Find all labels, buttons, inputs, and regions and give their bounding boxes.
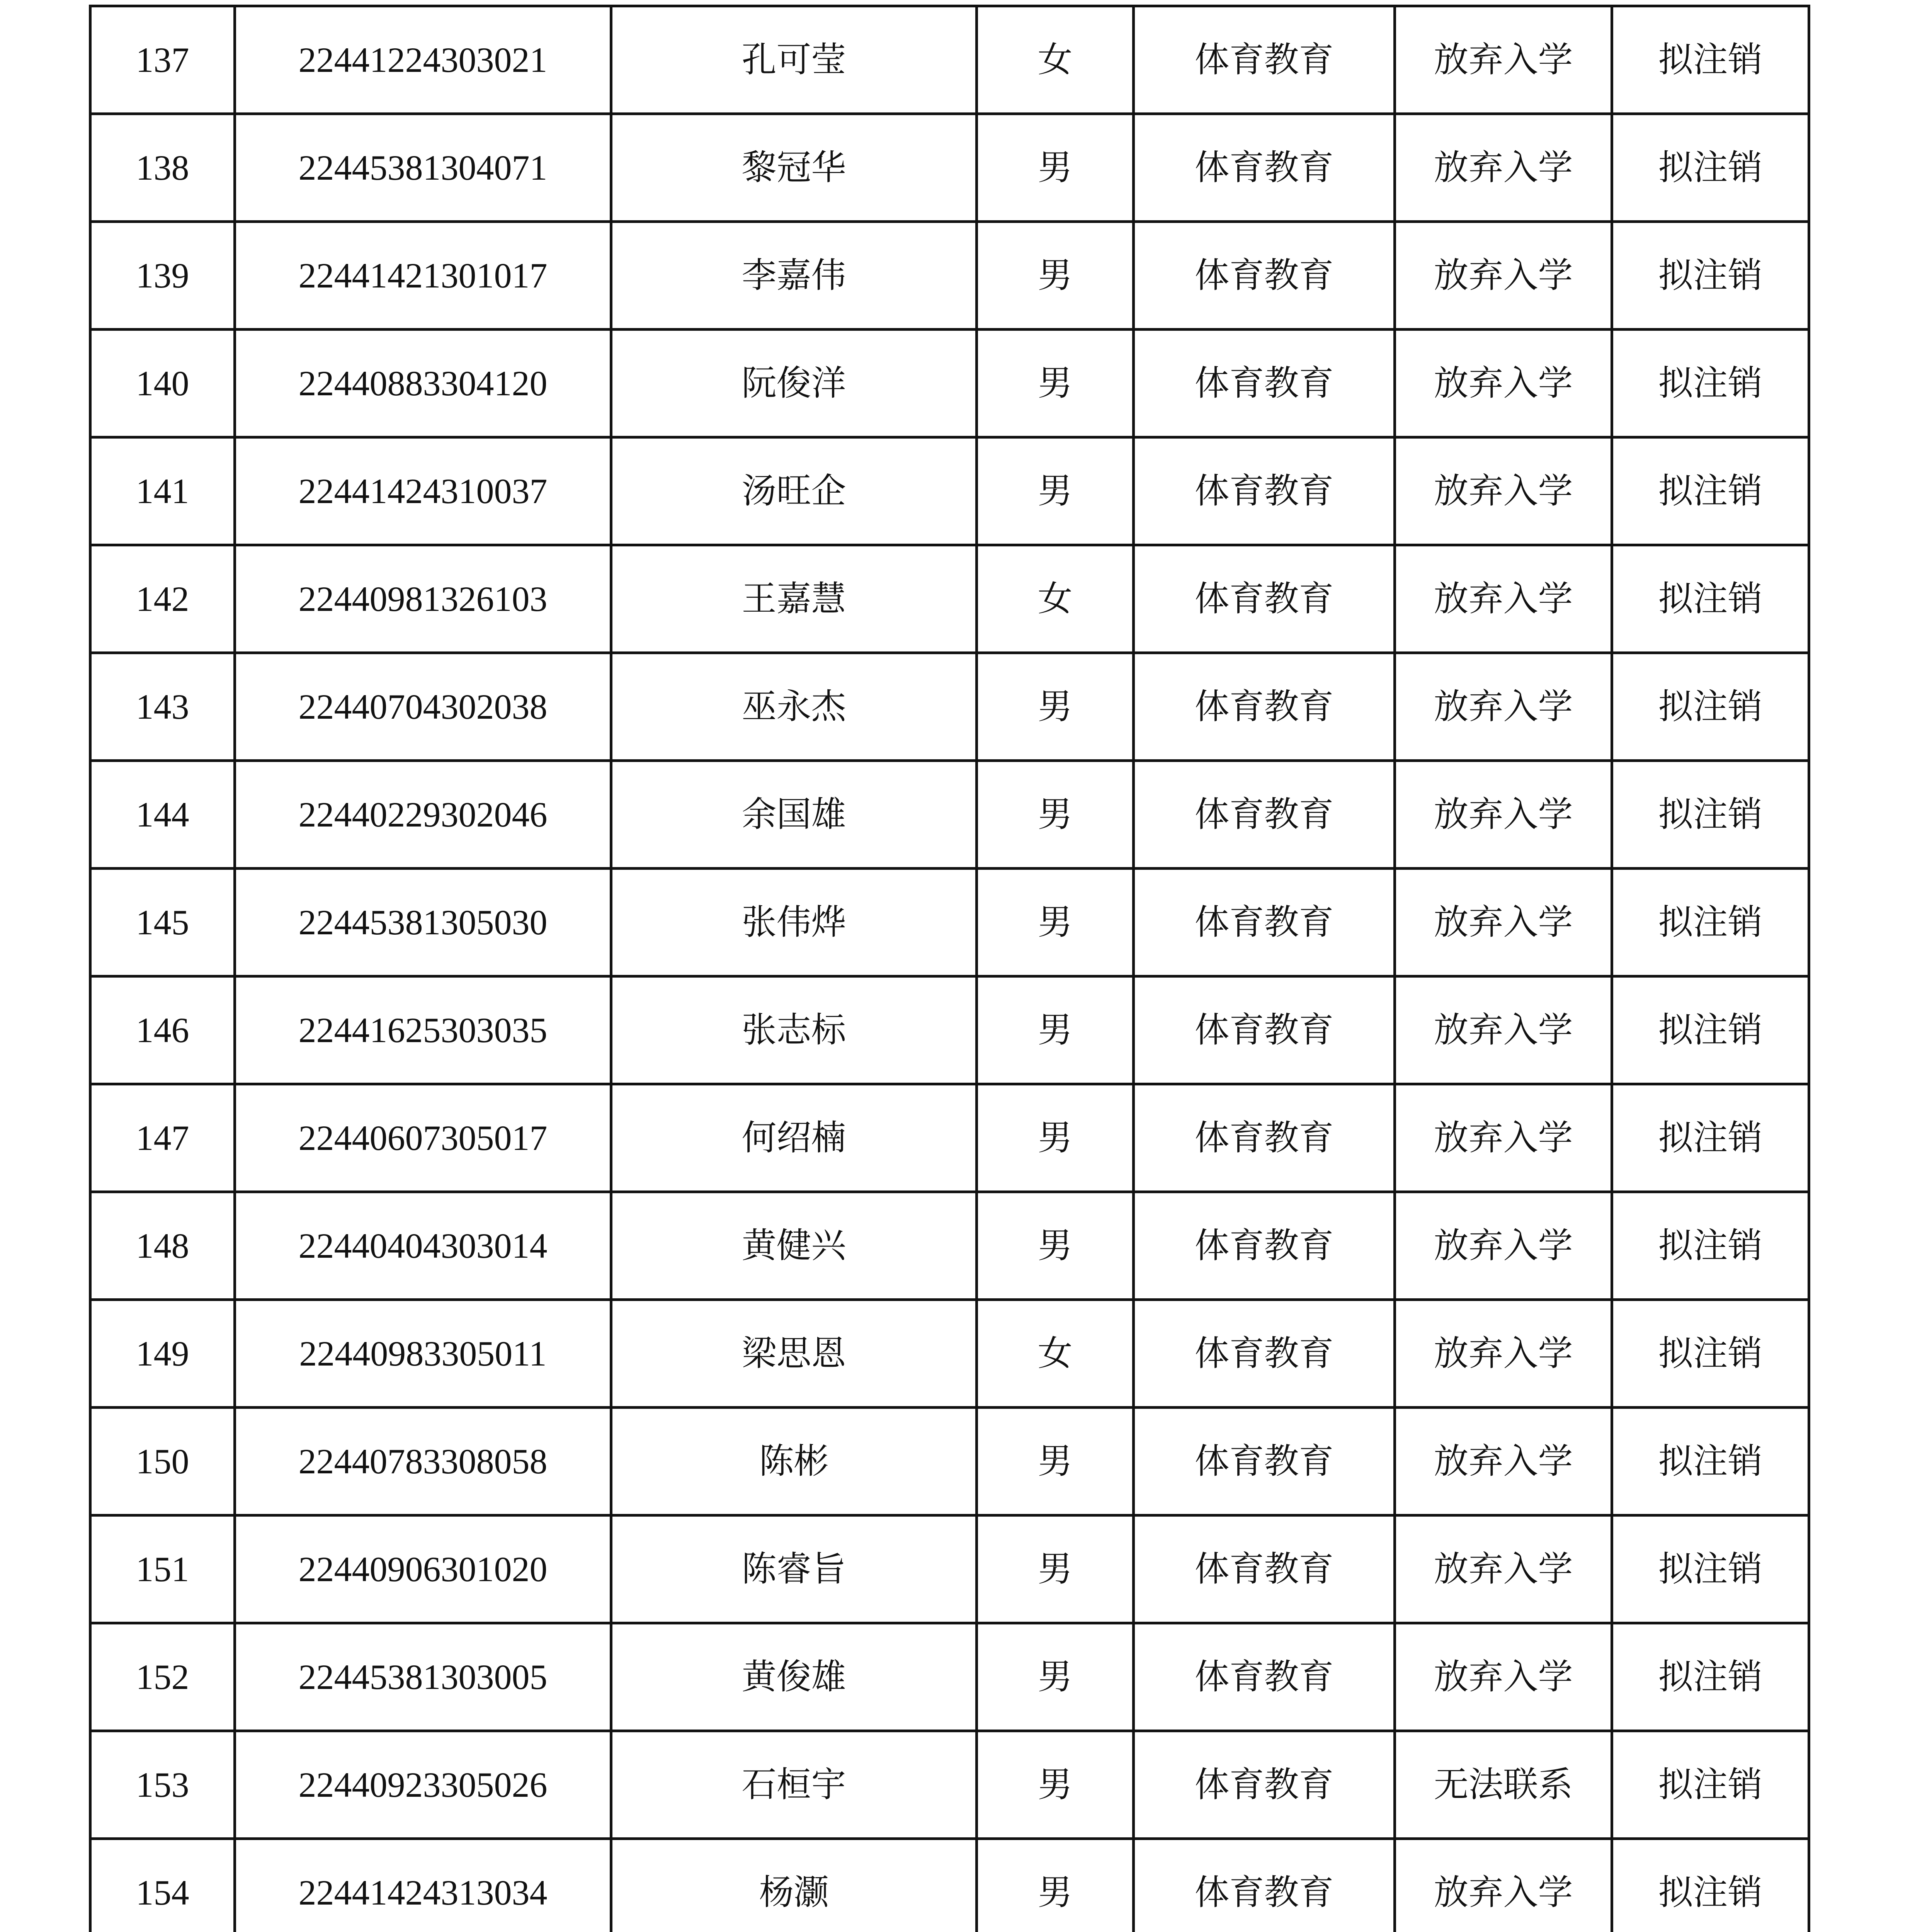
action-cell: 拟注销 (1612, 1192, 1809, 1300)
major-cell: 体育教育 (1134, 653, 1395, 761)
gender-cell: 男 (977, 761, 1134, 869)
action-cell: 拟注销 (1612, 1731, 1809, 1839)
row-number-cell: 146 (90, 976, 235, 1084)
row-number-cell: 138 (90, 114, 235, 222)
table-row (90, 6, 1809, 114)
table-row (90, 114, 1809, 222)
gender-cell: 男 (977, 653, 1134, 761)
student-id-cell: 22440783308058 (235, 1408, 611, 1515)
student-name-cell: 黄俊雄 (611, 1623, 977, 1731)
reason-cell: 放弃入学 (1395, 1300, 1612, 1408)
major-cell: 体育教育 (1134, 869, 1395, 976)
gender-cell: 男 (977, 1408, 1134, 1515)
row-number-cell: 153 (90, 1731, 235, 1839)
major-cell: 体育教育 (1134, 6, 1395, 114)
table-row (90, 545, 1809, 653)
student-id-cell: 22440607305017 (235, 1084, 611, 1192)
student-name-cell: 李嘉伟 (611, 222, 977, 330)
student-id-cell: 22445381304071 (235, 114, 611, 222)
action-cell: 拟注销 (1612, 330, 1809, 437)
gender-cell: 男 (977, 1731, 1134, 1839)
major-cell: 体育教育 (1134, 1192, 1395, 1300)
major-cell: 体育教育 (1134, 976, 1395, 1084)
action-cell: 拟注销 (1612, 653, 1809, 761)
action-cell: 拟注销 (1612, 437, 1809, 545)
table-row (90, 1515, 1809, 1623)
action-cell: 拟注销 (1612, 1300, 1809, 1408)
reason-cell: 放弃入学 (1395, 545, 1612, 653)
table-row (90, 1192, 1809, 1300)
reason-cell: 放弃入学 (1395, 1192, 1612, 1300)
student-name-cell: 汤旺企 (611, 437, 977, 545)
row-number-cell: 143 (90, 653, 235, 761)
table-row (90, 1839, 1809, 1932)
gender-cell: 男 (977, 1839, 1134, 1932)
row-number-cell: 150 (90, 1408, 235, 1515)
action-cell: 拟注销 (1612, 1408, 1809, 1515)
row-number-cell: 137 (90, 6, 235, 114)
gender-cell: 男 (977, 869, 1134, 976)
row-number-cell: 139 (90, 222, 235, 330)
student-id-cell: 22440883304120 (235, 330, 611, 437)
action-cell: 拟注销 (1612, 761, 1809, 869)
reason-cell: 放弃入学 (1395, 222, 1612, 330)
major-cell: 体育教育 (1134, 222, 1395, 330)
table-row (90, 1623, 1809, 1731)
major-cell: 体育教育 (1134, 1623, 1395, 1731)
student-id-cell: 22441625303035 (235, 976, 611, 1084)
action-cell: 拟注销 (1612, 1084, 1809, 1192)
gender-cell: 男 (977, 1515, 1134, 1623)
table-row (90, 1300, 1809, 1408)
student-name-cell: 陈彬 (611, 1408, 977, 1515)
gender-cell: 女 (977, 545, 1134, 653)
table-row (90, 869, 1809, 976)
action-cell: 拟注销 (1612, 1623, 1809, 1731)
reason-cell: 放弃入学 (1395, 330, 1612, 437)
table-row (90, 653, 1809, 761)
major-cell: 体育教育 (1134, 1731, 1395, 1839)
reason-cell: 放弃入学 (1395, 761, 1612, 869)
reason-cell: 放弃入学 (1395, 1839, 1612, 1932)
reason-cell: 放弃入学 (1395, 6, 1612, 114)
major-cell: 体育教育 (1134, 1839, 1395, 1932)
table-row (90, 1731, 1809, 1839)
row-number-cell: 140 (90, 330, 235, 437)
row-number-cell: 148 (90, 1192, 235, 1300)
student-name-cell: 黎冠华 (611, 114, 977, 222)
action-cell: 拟注销 (1612, 6, 1809, 114)
reason-cell: 放弃入学 (1395, 1623, 1612, 1731)
row-number-cell: 147 (90, 1084, 235, 1192)
reason-cell: 放弃入学 (1395, 1084, 1612, 1192)
student-id-cell: 22440229302046 (235, 761, 611, 869)
reason-cell: 放弃入学 (1395, 437, 1612, 545)
gender-cell: 男 (977, 222, 1134, 330)
student-name-cell: 石桓宇 (611, 1731, 977, 1839)
row-number-cell: 141 (90, 437, 235, 545)
major-cell: 体育教育 (1134, 1300, 1395, 1408)
student-name-cell: 阮俊洋 (611, 330, 977, 437)
student-name-cell: 张志标 (611, 976, 977, 1084)
row-number-cell: 151 (90, 1515, 235, 1623)
student-id-cell: 22440906301020 (235, 1515, 611, 1623)
row-number-cell: 144 (90, 761, 235, 869)
student-id-cell: 22441224303021 (235, 6, 611, 114)
table-row (90, 222, 1809, 330)
row-number-cell: 145 (90, 869, 235, 976)
student-id-cell: 22440981326103 (235, 545, 611, 653)
reason-cell: 无法联系 (1395, 1731, 1612, 1839)
gender-cell: 男 (977, 1192, 1134, 1300)
gender-cell: 男 (977, 114, 1134, 222)
major-cell: 体育教育 (1134, 330, 1395, 437)
table-row (90, 761, 1809, 869)
student-id-cell: 22445381305030 (235, 869, 611, 976)
student-name-cell: 杨灏 (611, 1839, 977, 1932)
student-id-cell: 22440404303014 (235, 1192, 611, 1300)
action-cell: 拟注销 (1612, 1515, 1809, 1623)
reason-cell: 放弃入学 (1395, 1515, 1612, 1623)
major-cell: 体育教育 (1134, 1084, 1395, 1192)
reason-cell: 放弃入学 (1395, 1408, 1612, 1515)
table-row (90, 1408, 1809, 1515)
action-cell: 拟注销 (1612, 976, 1809, 1084)
row-number-cell: 152 (90, 1623, 235, 1731)
row-number-cell: 154 (90, 1839, 235, 1932)
action-cell: 拟注销 (1612, 114, 1809, 222)
student-id-cell: 22441424313034 (235, 1839, 611, 1932)
student-name-cell: 余国雄 (611, 761, 977, 869)
reason-cell: 放弃入学 (1395, 114, 1612, 222)
gender-cell: 男 (977, 1623, 1134, 1731)
major-cell: 体育教育 (1134, 761, 1395, 869)
table-row (90, 976, 1809, 1084)
gender-cell: 女 (977, 6, 1134, 114)
gender-cell: 男 (977, 437, 1134, 545)
action-cell: 拟注销 (1612, 222, 1809, 330)
student-name-cell: 王嘉慧 (611, 545, 977, 653)
student-id-cell: 22440923305026 (235, 1731, 611, 1839)
student-id-cell: 22441424310037 (235, 437, 611, 545)
roster-body (90, 6, 1809, 1932)
gender-cell: 男 (977, 330, 1134, 437)
student-name-cell: 陈睿旨 (611, 1515, 977, 1623)
student-name-cell: 孔可莹 (611, 6, 977, 114)
table-row (90, 1084, 1809, 1192)
gender-cell: 男 (977, 976, 1134, 1084)
reason-cell: 放弃入学 (1395, 653, 1612, 761)
table-row (90, 437, 1809, 545)
major-cell: 体育教育 (1134, 437, 1395, 545)
reason-cell: 放弃入学 (1395, 976, 1612, 1084)
gender-cell: 女 (977, 1300, 1134, 1408)
student-id-cell: 22440704302038 (235, 653, 611, 761)
major-cell: 体育教育 (1134, 114, 1395, 222)
student-roster-table (89, 5, 1810, 1932)
student-name-cell: 黄健兴 (611, 1192, 977, 1300)
student-id-cell: 22440983305011 (235, 1300, 611, 1408)
row-number-cell: 149 (90, 1300, 235, 1408)
student-id-cell: 22441421301017 (235, 222, 611, 330)
student-name-cell: 何绍楠 (611, 1084, 977, 1192)
gender-cell: 男 (977, 1084, 1134, 1192)
table-row (90, 330, 1809, 437)
row-number-cell: 142 (90, 545, 235, 653)
major-cell: 体育教育 (1134, 545, 1395, 653)
major-cell: 体育教育 (1134, 1408, 1395, 1515)
student-id-cell: 22445381303005 (235, 1623, 611, 1731)
student-name-cell: 巫永杰 (611, 653, 977, 761)
reason-cell: 放弃入学 (1395, 869, 1612, 976)
action-cell: 拟注销 (1612, 869, 1809, 976)
student-name-cell: 梁思恩 (611, 1300, 977, 1408)
major-cell: 体育教育 (1134, 1515, 1395, 1623)
student-name-cell: 张伟烨 (611, 869, 977, 976)
action-cell: 拟注销 (1612, 545, 1809, 653)
action-cell: 拟注销 (1612, 1839, 1809, 1932)
